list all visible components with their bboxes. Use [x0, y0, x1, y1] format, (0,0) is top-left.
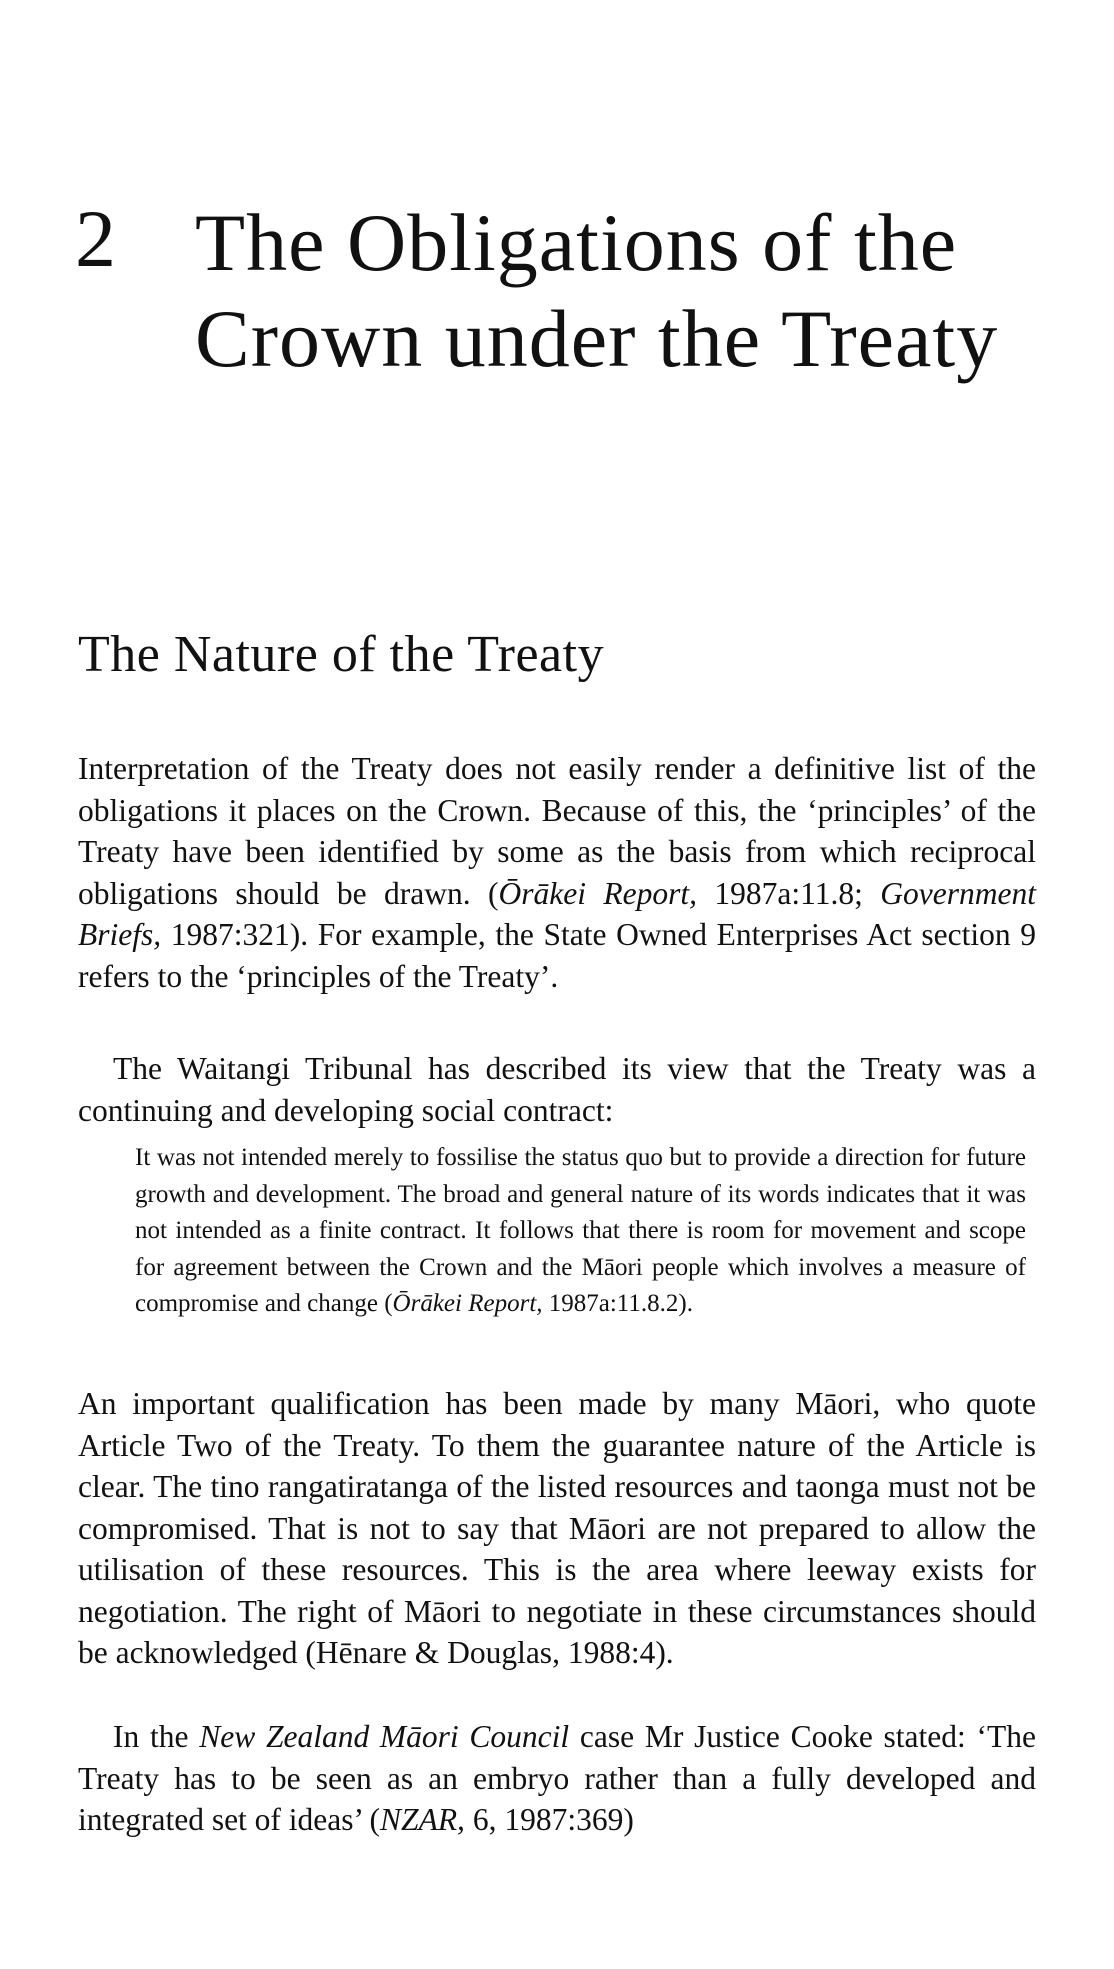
chapter-number: 2: [75, 193, 117, 284]
citation-orakei-report: Ōrākei Report,: [498, 875, 697, 911]
citation-nz-maori-council: New Zealand Māori Council: [199, 1719, 570, 1754]
paragraph-3: An important qualification has been made by many Māori, who quote Article Two of the Treaty. To them the guarantee nature of the Article is clear. The tino rangatiratanga of the listed resources and taonga must not be compromised. That is not to say that Māori are not prepared to allow the utilisation of these resources. This is the area where leeway exists for negotiation. The right of Māori to negotiate in these circumstances should be acknowledged (Hēnare & Douglas, 1988:4).: [78, 1386, 1036, 1670]
citation-nzar: NZAR,: [380, 1802, 465, 1837]
chapter-title-line-2: Crown under the Treaty: [195, 293, 999, 384]
block-quote: [135, 1140, 1026, 1323]
paragraph-4-text-a: In the: [113, 1719, 200, 1754]
paragraph-4-text-c: 6, 1987:369): [464, 1802, 634, 1837]
paragraph-4-text-b: case Mr Justice Cooke stated: ‘The Treaty has to be seen as an embryo rather than a fully developed and integrated set of ideas’ (: [78, 1719, 1036, 1837]
quote-text-b: 1987a:11.8.2).: [542, 1290, 693, 1317]
paragraph-1: [78, 748, 1036, 997]
chapter-title: [195, 195, 1015, 387]
paragraph-4: [78, 1716, 1036, 1841]
chapter-title-line-1: The Obligations of the: [195, 197, 958, 288]
chapter-heading: [75, 195, 1035, 387]
quote-text-a: It was not intended merely to fossilise the status quo but to provide a direction for future growth and development. The broad and general nature of its words indicates that it was not intended as a finite contract. It follows that there is room for movement and scope for agreement between the Crown and the Māori people which involves a measure of compromise and change (: [135, 1144, 1026, 1317]
paragraph-2: The Waitangi Tribunal has described its view that the Treaty was a continuing and developing social contract:: [78, 1051, 1036, 1128]
paragraph-1-text-c: 1987:321). For example, the State Owned Enterprises Act section 9 refers to the ‘principles of the Treaty’.: [78, 917, 1036, 994]
quote-citation: Ōrākei Report,: [392, 1290, 543, 1317]
citation-government-briefs: Government Briefs,: [78, 875, 1036, 952]
paragraph-1-text-b: 1987a:11.8;: [697, 875, 881, 911]
section-heading: The Nature of the Treaty: [78, 626, 605, 683]
paragraph-1-text-a: Interpretation of the Treaty does not easily render a definitive list of the obligations it places on the Crown. Because of this, the ‘principles’ of the Treaty have been identified by some as the basis from which reciprocal obligations should be drawn. (: [78, 751, 1036, 911]
